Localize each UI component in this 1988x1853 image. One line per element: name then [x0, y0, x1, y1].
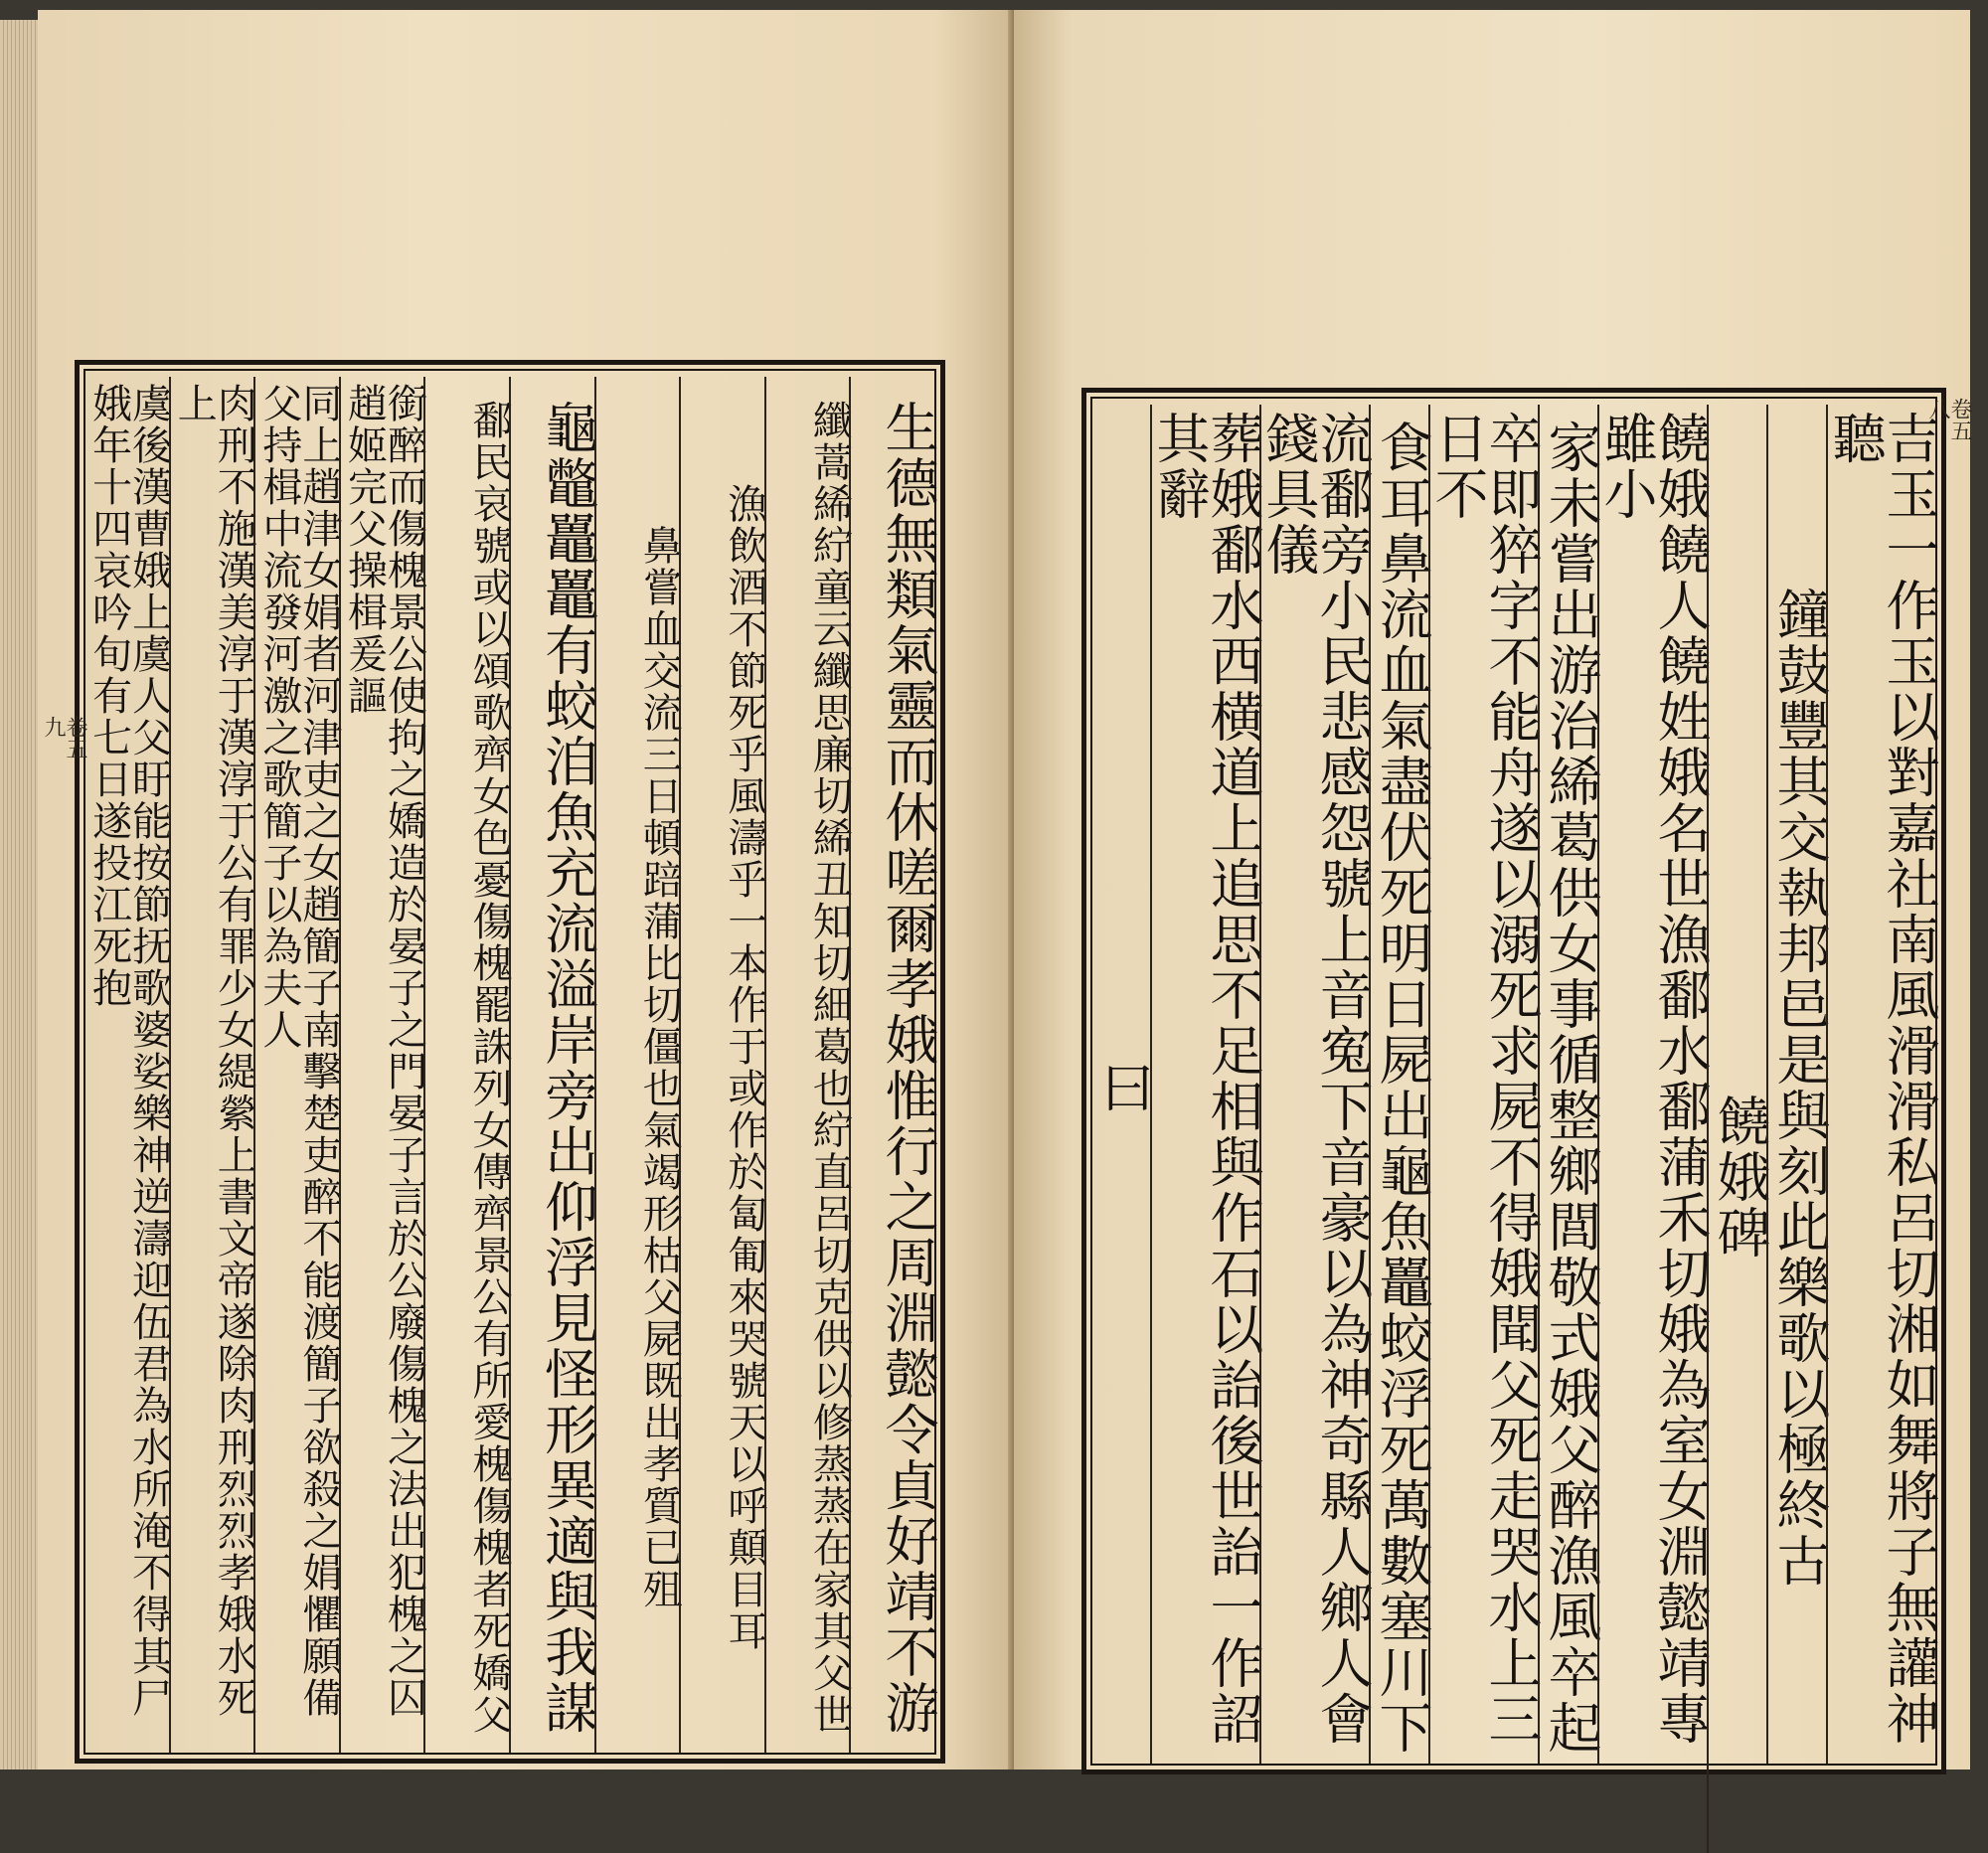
right-column-5: 家未嘗出游治絺葛供女事循整鄉閭敬式娥父醉漁風卒起 [1538, 405, 1597, 1764]
left-column-5: 龜鼈鼉鼉有蛟洎魚充流溢岸旁出仰浮見怪形異適與我謀 [509, 377, 594, 1753]
right-column-8: 流鄱旁小民悲感怨號上音寃下音豪以為神奇縣人鄉人會錢具儀 [1259, 405, 1369, 1764]
left-column-9: 肉刑不施漢美淳于漢淳于公有罪少女緹縈上書文帝遂除肉刑烈烈孝娥水死上 [169, 377, 254, 1753]
left-text-frame [75, 360, 945, 1764]
left-fold-number: 九 [41, 716, 66, 738]
right-column-title: 饒娥碑 [1707, 405, 1766, 1853]
left-columns [85, 377, 939, 1747]
left-column-7: 銜醉而傷槐景公使拘之嬌造於晏子之門晏子言於公廢傷槐之法出犯槐之囚趙姬完父操楫爰謳 [339, 377, 424, 1753]
right-column-6: 卒即猝字不能舟遂以溺死求屍不得娥聞父死走哭水上三日不 [1428, 405, 1538, 1764]
right-text-frame [1081, 388, 1946, 1774]
right-column-10: 曰 [1092, 1059, 1155, 1115]
left-fold-volume: 卷五 [63, 716, 87, 759]
right-columns [1092, 405, 1940, 1758]
left-column-8: 同上趙津女娟者河津吏之女趙簡子南擊楚吏醉不能渡簡子欲殺之娟懼願備父持楫中流發河激之歌簡子以為夫人 [253, 377, 339, 1753]
right-column-4: 饒娥饒人饒姓娥名世漁鄱水鄱蒲禾切娥為室女淵懿靖專雖小 [1597, 405, 1707, 1764]
right-fold-volume: 卷五 [1947, 398, 1972, 441]
right-column-1: 吉玉一作玉以對嘉社南風滑滑私呂切湘如舞將子無讙神聽 [1826, 405, 1935, 1764]
left-column-4: 鼻嘗血交流三日頓踣蒲比切僵也氣竭形枯父屍既出孝質已殂 [594, 377, 680, 1753]
left-column-2: 纖蒿絺紵童云纖思廉切絺丑知切細葛也紵直呂切克供以修蒸蒸在家其父世 [764, 377, 850, 1753]
left-fold-label [42, 716, 85, 1233]
right-fold-number: 八 [1925, 398, 1950, 420]
page-edge-stack [0, 20, 40, 1769]
right-fold-label [1926, 398, 1970, 974]
left-column-6: 鄱民哀號或以頌歌齊女色憂傷槐罷誅列女傳齊景公有所愛槐傷槐者死嬌父 [423, 377, 509, 1753]
left-column-10: 虞後漢曹娥上虞人父盱能按節抚歌婆娑樂神逆濤迎伍君為水所淹不得其尸娥年十四哀吟旬有七日遂投江死抱 [85, 383, 172, 1719]
right-column-2: 鐘鼓豐其交執邦邑是與刻此樂歌以極終古 [1766, 405, 1826, 1764]
left-column-3: 漁飲酒不節死乎風濤乎一本作于或作於匐匍來哭號天以呼顛目耳 [679, 377, 764, 1753]
left-column-1: 生德無類氣靈而休嗟爾孝娥惟行之周淵懿令貞好靖不游 [849, 377, 934, 1753]
right-column-9: 葬娥鄱水西横道上追思不足相與作石以詒後世詒一作詔其辭 [1150, 405, 1259, 1764]
right-column-7: 食耳鼻流血氣盡伏死明日屍出龜魚鼉蛟浮死萬數塞川下 [1369, 405, 1428, 1764]
